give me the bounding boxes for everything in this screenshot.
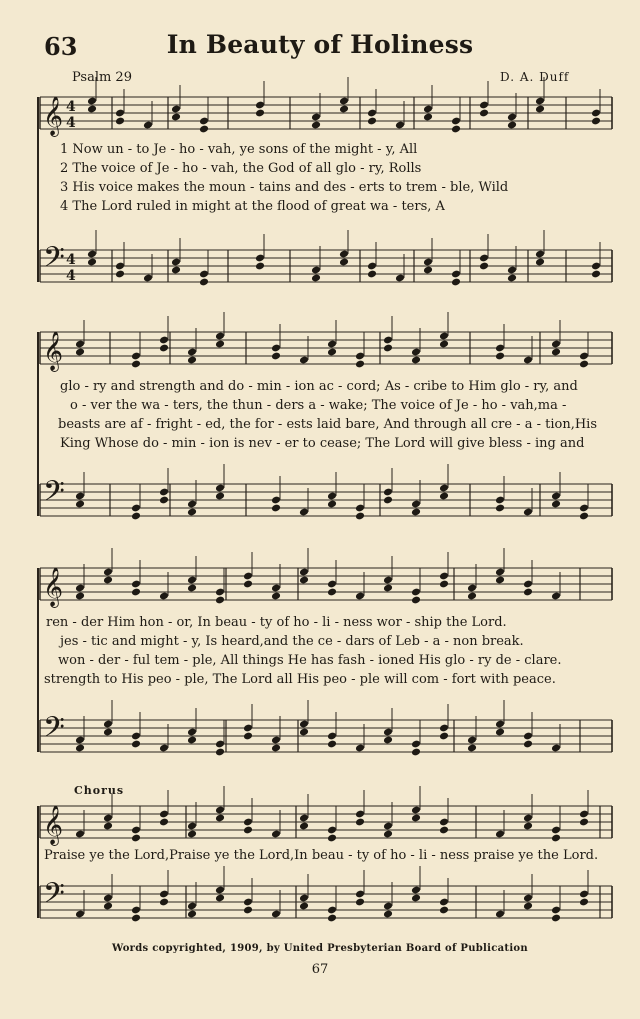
- note-head: [131, 834, 141, 843]
- note-head: [411, 596, 421, 605]
- note-head: [215, 814, 225, 823]
- system-3-verse-4: strength to His peo - ple, The Lord all His peo - ple will com - fort with peace.: [44, 672, 556, 687]
- note-head: [255, 262, 265, 271]
- note-head: [103, 822, 113, 831]
- note-head: [523, 740, 533, 749]
- note-head: [103, 902, 113, 911]
- system-1-verse-3: 3 His voice makes the moun - tains and des - erts to trem - ble, Wild: [60, 180, 509, 195]
- note-head: [551, 348, 561, 357]
- note-head: [439, 340, 449, 349]
- note-head: [87, 258, 97, 267]
- note-head: [187, 830, 197, 839]
- note-head: [383, 910, 393, 919]
- time-signature-top: 4: [66, 252, 76, 268]
- note-head: [159, 344, 169, 353]
- note-head: [339, 258, 349, 267]
- note-head: [243, 906, 253, 915]
- note-head: [215, 492, 225, 501]
- note-head: [131, 588, 141, 597]
- system-1-verse-1: 1 Now un - to Je - ho - vah, ye sons of the might - y, All: [60, 142, 418, 157]
- note-head: [411, 356, 421, 365]
- note-head: [299, 902, 309, 911]
- note-head: [215, 596, 225, 605]
- note-head: [495, 504, 505, 513]
- copyright-notice: Words copyrighted, 1909, by United Presbyterian Board of Publication: [112, 943, 528, 954]
- note-head: [131, 360, 141, 369]
- note-head: [411, 894, 421, 903]
- note-head: [535, 105, 545, 114]
- note-head: [367, 117, 377, 126]
- note-head: [75, 500, 85, 509]
- note-head: [215, 340, 225, 349]
- note-head: [507, 274, 517, 283]
- note-head: [187, 508, 197, 517]
- note-head: [383, 736, 393, 745]
- note-head: [355, 360, 365, 369]
- note-head: [187, 584, 197, 593]
- system-3-verse-1: ren - der Him hon - or, In beau - ty of ho - li - ness wor - ship the Lord.: [46, 615, 507, 630]
- note-head: [271, 744, 281, 753]
- note-head: [355, 818, 365, 827]
- note-head: [467, 592, 477, 601]
- note-head: [479, 262, 489, 271]
- note-head: [255, 109, 265, 118]
- note-head: [187, 910, 197, 919]
- note-head: [131, 740, 141, 749]
- note-head: [467, 744, 477, 753]
- note-head: [187, 356, 197, 365]
- note-head: [199, 125, 209, 134]
- note-head: [75, 348, 85, 357]
- note-head: [523, 588, 533, 597]
- note-head: [103, 576, 113, 585]
- note-head: [339, 105, 349, 114]
- note-head: [327, 740, 337, 749]
- note-head: [327, 914, 337, 923]
- note-head: [507, 121, 517, 130]
- note-head: [383, 344, 393, 353]
- composer-credit: D. A. Duff: [500, 70, 570, 84]
- chorus-lyrics: Praise ye the Lord,Praise ye the Lord,In beau - ty of ho - li - ness praise ye the Lord.: [44, 848, 599, 863]
- page-number: 67: [311, 962, 329, 977]
- bass-clef-icon: 𝄢: [43, 241, 65, 281]
- note-head: [311, 274, 321, 283]
- time-signature-top: 4: [66, 99, 76, 115]
- note-head: [579, 512, 589, 521]
- note-head: [591, 117, 601, 126]
- note-head: [159, 898, 169, 907]
- note-head: [243, 826, 253, 835]
- note-head: [171, 266, 181, 275]
- note-head: [75, 744, 85, 753]
- note-head: [311, 121, 321, 130]
- treble-clef-icon: 𝄞: [43, 96, 64, 136]
- note-head: [383, 830, 393, 839]
- note-head: [439, 580, 449, 589]
- note-head: [439, 492, 449, 501]
- note-head: [367, 270, 377, 279]
- note-head: [271, 592, 281, 601]
- note-head: [159, 496, 169, 505]
- bass-clef-icon: 𝄢: [43, 877, 65, 917]
- note-head: [479, 109, 489, 118]
- note-head: [551, 914, 561, 923]
- bass-clef-icon: 𝄢: [43, 711, 65, 751]
- note-head: [579, 898, 589, 907]
- time-signature-bottom: 4: [66, 115, 76, 131]
- note-head: [171, 113, 181, 122]
- note-head: [439, 906, 449, 915]
- system-2-verse-1: glo - ry and strength and do - min - ion ac - cord; As - cribe to Him glo - ry, and: [60, 379, 578, 394]
- note-head: [271, 352, 281, 361]
- chorus-label: Chorus: [74, 784, 125, 797]
- note-head: [451, 125, 461, 134]
- system-1-verse-2: 2 The voice of Je - ho - vah, the God of all glo - ry, Rolls: [60, 161, 422, 176]
- note-head: [439, 732, 449, 741]
- system-2-verse-3: beasts are af - fright - ed, the for - ests laid bare, And through all cre - a - tion,His: [58, 417, 597, 432]
- note-head: [327, 348, 337, 357]
- system-3-verse-2: jes - tic and might - y, Is heard,and the ce - dars of Leb - a - non break.: [60, 634, 524, 649]
- note-head: [439, 826, 449, 835]
- note-head: [411, 748, 421, 757]
- note-head: [103, 728, 113, 737]
- system-2-verse-4: King Whose do - min - ion is nev - er to cease; The Lord will give bless - ing and: [60, 436, 585, 451]
- note-head: [523, 822, 533, 831]
- note-head: [423, 266, 433, 275]
- hymn-title: In Beauty of Holiness: [166, 30, 474, 59]
- note-head: [299, 576, 309, 585]
- bass-clef-icon: 𝄢: [43, 475, 65, 515]
- treble-clef-icon: 𝄞: [43, 567, 64, 607]
- note-head: [355, 898, 365, 907]
- note-head: [75, 592, 85, 601]
- system-2-verse-2: o - ver the wa - ters, the thun - ders a - wake; The voice of Je - ho - vah,ma -: [70, 398, 567, 413]
- note-head: [495, 728, 505, 737]
- note-head: [159, 818, 169, 827]
- note-head: [383, 584, 393, 593]
- treble-clef-icon: 𝄞: [43, 331, 64, 371]
- note-head: [215, 894, 225, 903]
- note-head: [115, 117, 125, 126]
- note-head: [243, 732, 253, 741]
- note-head: [115, 270, 125, 279]
- note-head: [579, 818, 589, 827]
- note-head: [523, 902, 533, 911]
- note-head: [299, 728, 309, 737]
- note-head: [383, 496, 393, 505]
- hymn-number: 63: [44, 32, 78, 61]
- note-head: [327, 588, 337, 597]
- note-head: [131, 914, 141, 923]
- note-head: [551, 834, 561, 843]
- note-head: [495, 576, 505, 585]
- note-head: [327, 834, 337, 843]
- note-head: [423, 113, 433, 122]
- note-head: [327, 500, 337, 509]
- system-3-verse-3: won - der - ful tem - ple, All things He has fash - ioned His glo - ry de - clare.: [58, 653, 562, 668]
- note-head: [591, 270, 601, 279]
- note-head: [199, 278, 209, 287]
- note-head: [551, 500, 561, 509]
- system-1-verse-4: 4 The Lord ruled in might at the flood of great wa - ters, A: [60, 199, 445, 214]
- note-head: [215, 748, 225, 757]
- note-head: [355, 512, 365, 521]
- note-head: [187, 736, 197, 745]
- note-head: [411, 814, 421, 823]
- note-head: [131, 512, 141, 521]
- scripture-reference: Psalm 29: [72, 70, 132, 85]
- note-head: [495, 352, 505, 361]
- note-head: [243, 580, 253, 589]
- note-head: [579, 360, 589, 369]
- note-head: [451, 278, 461, 287]
- note-head: [87, 105, 97, 114]
- time-signature-bottom: 4: [66, 268, 76, 284]
- note-head: [411, 508, 421, 517]
- note-head: [535, 258, 545, 267]
- note-head: [299, 822, 309, 831]
- treble-clef-icon: 𝄞: [43, 805, 64, 845]
- note-head: [271, 504, 281, 513]
